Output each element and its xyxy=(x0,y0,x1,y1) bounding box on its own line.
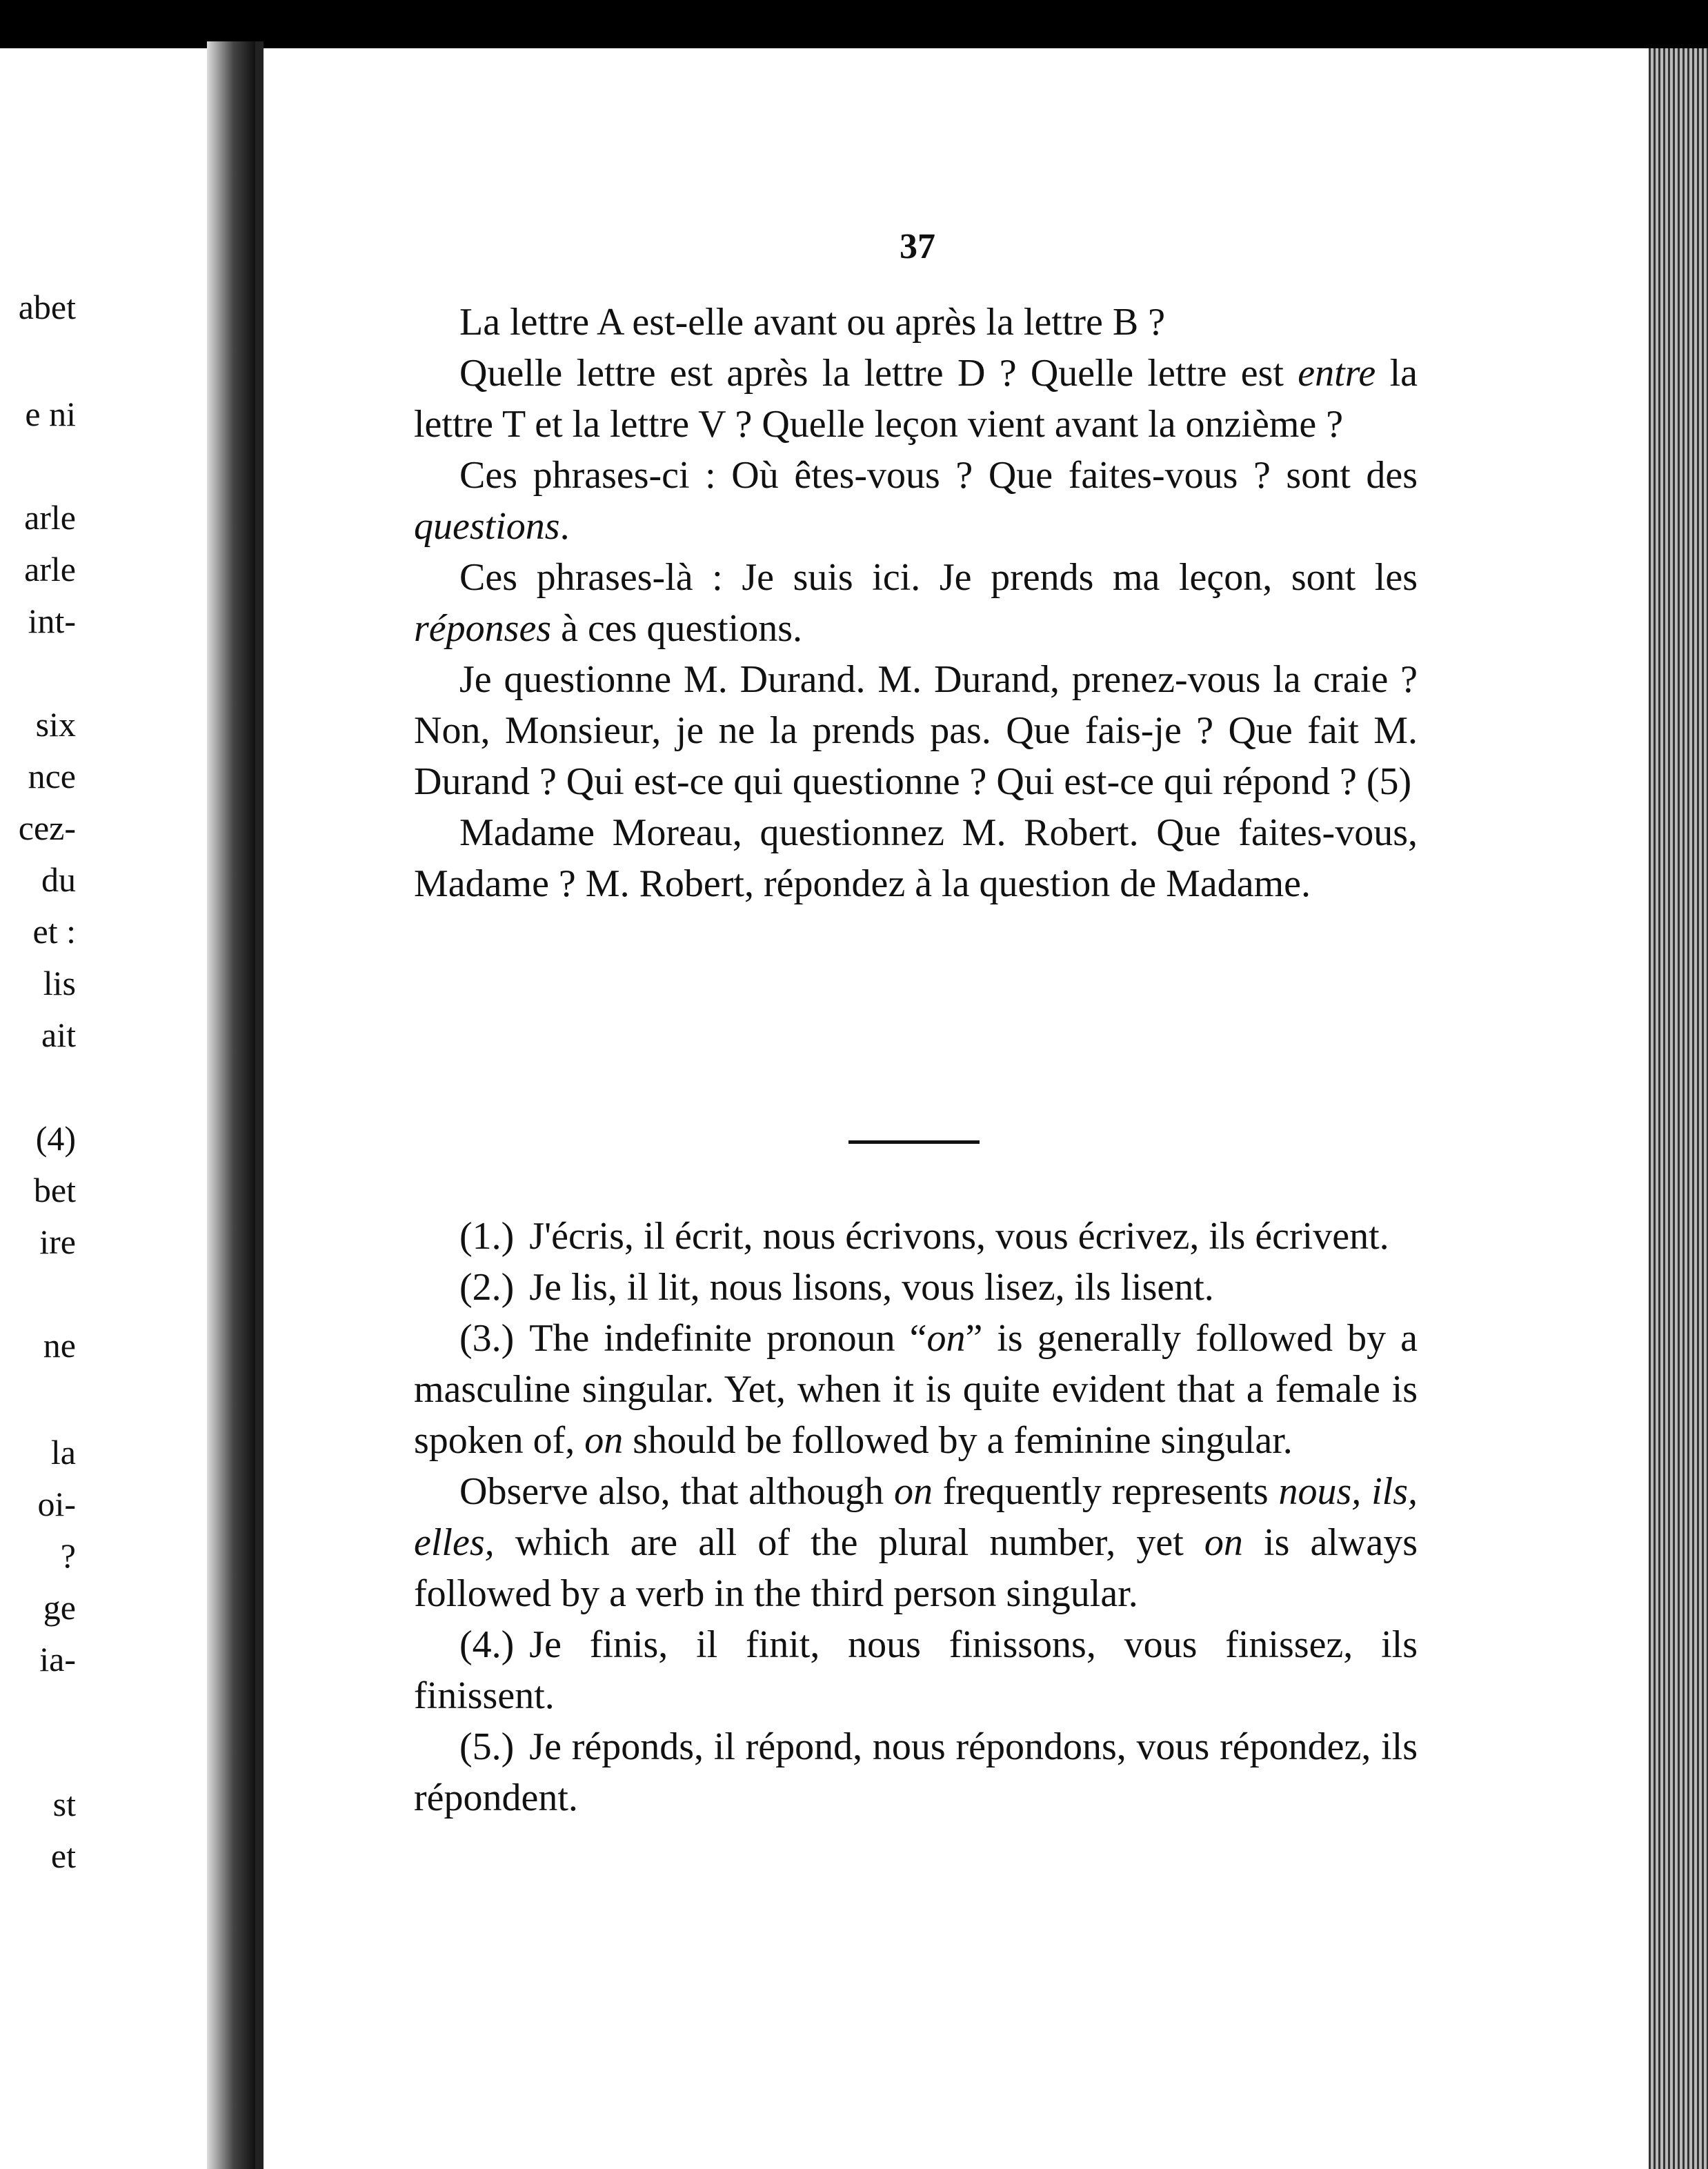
footnote-text: should be followed by a feminine singular. xyxy=(623,1419,1293,1462)
emphasis: on xyxy=(893,1470,933,1513)
book-gutter-edge xyxy=(255,41,264,2169)
left-fragment: et xyxy=(50,1836,76,1875)
emphasis: on xyxy=(584,1419,624,1462)
paragraph-text: Je questionne M. Durand. M. Durand, prenez-vous la craie ? Non, Monsieur, je ne la prends pas. Que fais-je ? Que fait M. Durand ? Qui est-ce qui questionne ? Qui est-ce qui répond ? (5) xyxy=(414,658,1418,803)
footnote-number: (2.) xyxy=(459,1266,515,1309)
footnote-number: (4.) xyxy=(459,1623,515,1666)
book-gutter-shadow xyxy=(207,41,255,2169)
left-fragment: la xyxy=(50,1433,76,1472)
paragraph-text: Ces phrases-ci : Où êtes-vous ? Que faites-vous ? sont des xyxy=(459,454,1418,497)
left-page xyxy=(0,48,228,2169)
emphasis: on xyxy=(1204,1521,1243,1564)
footnote xyxy=(414,1721,1418,1823)
left-fragment: lis xyxy=(43,964,76,1002)
left-fragment: st xyxy=(52,1785,76,1823)
left-fragment: oi- xyxy=(37,1485,76,1523)
footnote-number: (1.) xyxy=(459,1215,515,1258)
paragraph-text: à ces questions. xyxy=(551,607,803,650)
paragraph-text: Ces phrases-là : Je suis ici. Je prends ma leçon, sont les xyxy=(459,556,1418,599)
footnote-text: J'écris, il écrit, nous écrivons, vous écrivez, ils écrivent. xyxy=(529,1215,1389,1258)
paragraph xyxy=(414,450,1418,552)
emphasis: questions xyxy=(414,505,560,548)
left-fragment: ia- xyxy=(39,1640,76,1678)
footnote xyxy=(414,1466,1418,1619)
paragraph xyxy=(414,297,1418,348)
paragraph-text: Quelle lettre est après la lettre D ? Quelle lettre est xyxy=(459,352,1298,395)
left-fragment: int- xyxy=(28,602,76,640)
footnote-text: ” is generally followed by a masculine singular. Yet, when it is quite evident that a female is spoken of, xyxy=(414,1317,1418,1462)
left-fragment: du xyxy=(41,860,76,899)
footnote xyxy=(414,1313,1418,1466)
left-fragment: nce xyxy=(28,757,76,795)
footnote xyxy=(414,1619,1418,1721)
footnote-text: is always followed by a verb in the third person singular. xyxy=(414,1521,1418,1615)
main-text xyxy=(414,297,1418,909)
emphasis: on xyxy=(926,1317,966,1360)
left-fragment: arle xyxy=(24,550,76,588)
footnotes xyxy=(414,1211,1418,1823)
footnote-number: (3.) xyxy=(459,1317,515,1360)
left-fragment: ge xyxy=(43,1588,76,1627)
emphasis: nous, ils, elles, xyxy=(414,1470,1418,1564)
footnote-text: Observe also, that although xyxy=(459,1470,894,1513)
footnote-text: The indefinite pronoun “ xyxy=(529,1317,927,1360)
footnote-number: (5.) xyxy=(459,1725,515,1768)
left-fragment: bet xyxy=(33,1171,76,1209)
footnote xyxy=(414,1262,1418,1313)
paragraph-text: Madame Moreau, questionnez M. Robert. Que faites-vous, Madame ? M. Robert, répondez à la question de Madame. xyxy=(414,811,1418,905)
paragraph xyxy=(414,348,1418,450)
left-fragment: cez- xyxy=(18,809,76,847)
footnote xyxy=(414,1211,1418,1262)
paragraph xyxy=(414,807,1418,909)
left-fragment: abet xyxy=(18,288,76,326)
paragraph-text: . xyxy=(559,505,570,548)
page-number: 37 xyxy=(900,227,935,266)
left-fragment: et : xyxy=(32,912,76,951)
footnote-text: Je finis, il finit, nous finissons, vous finissez, ils finissent. xyxy=(414,1623,1418,1717)
paragraph-text: la lettre T et la lettre V ? Quelle leçon vient avant la onzième ? xyxy=(414,352,1418,446)
left-fragment: arle xyxy=(24,498,76,537)
emphasis: réponses xyxy=(414,607,552,650)
section-divider xyxy=(848,1140,980,1144)
left-fragment: six xyxy=(35,705,76,744)
paragraph-text: La lettre A est-elle avant ou après la lettre B ? xyxy=(459,301,1166,344)
left-fragment: ne xyxy=(43,1326,76,1365)
footnote-text: Je réponds, il répond, nous répondons, vous répondez, ils répondent. xyxy=(414,1725,1418,1819)
left-fragment: ? xyxy=(60,1536,76,1575)
left-fragment: ait xyxy=(41,1016,76,1054)
paragraph xyxy=(414,552,1418,654)
left-fragment: (4) xyxy=(35,1119,76,1158)
footnote-text: frequently represents xyxy=(932,1470,1279,1513)
footnote-text: Je lis, il lit, nous lisons, vous lisez, ils lisent. xyxy=(529,1266,1214,1309)
page-stack-edge xyxy=(1649,48,1708,2169)
footnote-text: which are all of the plural number, yet xyxy=(494,1521,1204,1564)
emphasis: entre xyxy=(1298,352,1376,395)
paragraph xyxy=(414,654,1418,807)
left-fragment: ire xyxy=(39,1222,76,1261)
left-fragment: e ni xyxy=(25,395,76,433)
